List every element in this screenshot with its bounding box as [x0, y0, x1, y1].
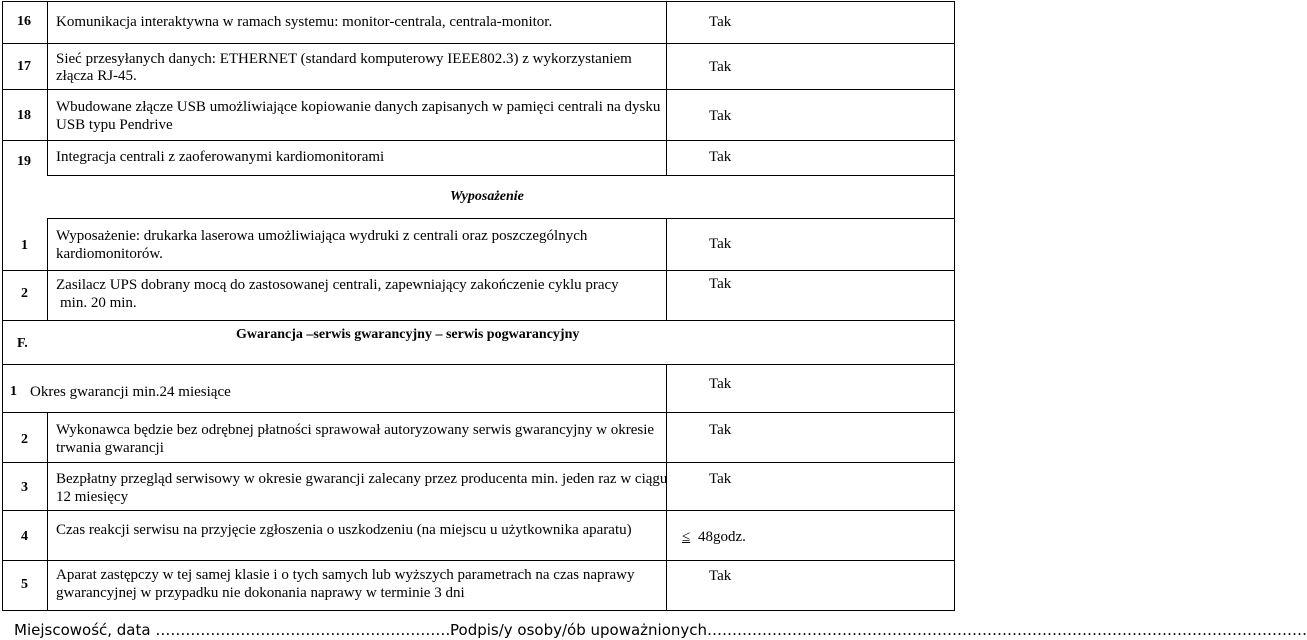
row-description: Okres gwarancji min.24 miesiące — [30, 384, 231, 400]
row-number: 2 — [21, 432, 28, 447]
row-description: Czas reakcji serwisu na przyjęcie zgłoszenia o uszkodzeniu (na miejscu u użytkownika aparatu) — [56, 522, 632, 538]
row-value: Tak — [709, 236, 732, 252]
row-value-text: 48godz. — [697, 529, 746, 545]
row-description: Sieć przesyłanych danych: ETHERNET (standard komputerowy IEEE802.3) z wykorzystaniem — [56, 51, 632, 67]
row-description: Aparat zastępczy w tej samej klasie i o tych samych lub wyższych parametrach na czas naprawy — [56, 567, 635, 583]
row-value: Tak — [709, 14, 732, 30]
row-description: trwania gwarancji — [56, 440, 164, 456]
row-description: Wyposażenie: drukarka laserowa umożliwiająca wydruki z centrali oraz poszczególnych — [56, 228, 588, 244]
row-description: złącza RJ-45. — [56, 68, 137, 84]
row-value: Tak — [709, 376, 732, 392]
row-value: Tak — [709, 276, 732, 292]
row-description: Komunikacja interaktywna w ramach systemu: monitor-centrala, centrala-monitor. — [56, 14, 553, 30]
row-description: min. 20 min. — [60, 295, 137, 311]
less-or-equal-symbol: ≤ — [682, 529, 691, 545]
row-description: Wbudowane złącze USB umożliwiające kopiowanie danych zapisanych w pamięci centrali na dysku — [56, 99, 661, 115]
row-number: 16 — [17, 14, 31, 29]
row-value: Tak — [709, 568, 732, 584]
row-number: 1 — [21, 238, 28, 253]
row-number: 4 — [21, 529, 28, 544]
row-value: Tak — [709, 422, 732, 438]
place-date-field: Miejscowość, data …………………………………………………… — [14, 621, 456, 639]
row-description: 12 miesięcy — [56, 489, 129, 505]
row-description: Integracja centrali z zaoferowanymi kardiomonitorami — [56, 149, 385, 165]
section-title: Gwarancja –serwis gwarancyjny – serwis pogwarancyjny — [236, 327, 580, 342]
row-value: Tak — [709, 471, 732, 487]
section-title: Wyposażenie — [450, 189, 524, 204]
row-description: Bezpłatny przegląd serwisowy w okresie gwarancji zalecany przez producenta min. jeden raz w ciągu — [56, 471, 668, 487]
row-value: Tak — [709, 108, 732, 124]
row-number: 1 — [10, 384, 17, 399]
row-value — [682, 527, 746, 547]
row-value: Tak — [709, 59, 732, 75]
row-description: Wykonawca będzie bez odrębnej płatności sprawował autoryzowany serwis gwarancyjny w okresie — [56, 422, 655, 438]
row-number: 5 — [21, 577, 28, 592]
row-number: 18 — [17, 108, 31, 123]
row-number: 19 — [17, 154, 31, 169]
row-value: Tak — [709, 149, 732, 165]
row-description: USB typu Pendrive — [56, 117, 173, 133]
row-description: Zasilacz UPS dobrany mocą do zastosowanej centrali, zapewniający zakończenie cyklu pracy — [56, 277, 619, 293]
row-description: gwarancyjnej w przypadku nie dokonania naprawy w terminie 3 dni — [56, 585, 465, 601]
row-number: 3 — [21, 480, 28, 495]
signature-field: Podpis/y osoby/ób upoważnionych………………………………………………………………………………………………………… — [450, 621, 1307, 639]
section-letter: F. — [17, 336, 28, 351]
row-number: 2 — [21, 286, 28, 301]
row-description: kardiomonitorów. — [56, 246, 163, 262]
row-number: 17 — [17, 59, 31, 74]
